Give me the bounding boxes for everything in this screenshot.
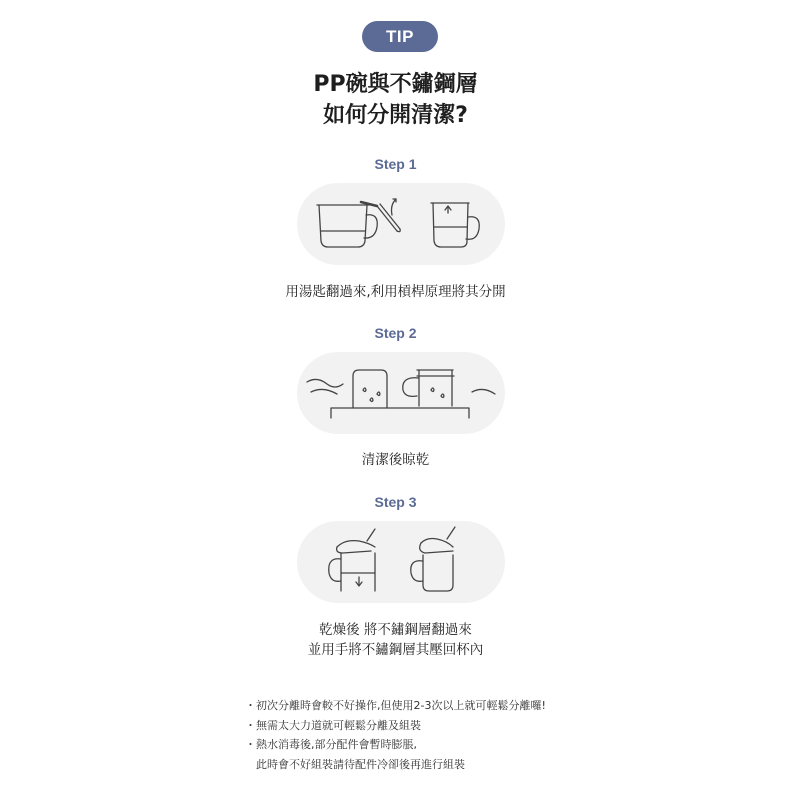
step2-caption: 清潔後晾乾 xyxy=(361,452,430,468)
step3-caption-line1: 乾燥後 將不鏽鋼層翻過來 xyxy=(319,622,472,638)
wind-icon xyxy=(307,379,495,394)
note-item: ・無需太大力道就可輕鬆分離及組裝 xyxy=(245,718,421,732)
steel-cup-drying-icon xyxy=(403,370,454,406)
step1-illustration xyxy=(297,183,505,265)
step2-illustration xyxy=(297,352,505,434)
cup-with-spoon-icon xyxy=(317,199,400,247)
assembled-cup-icon xyxy=(411,527,455,591)
page-title-line1: PP碗與不鏽鋼層 xyxy=(313,72,478,97)
note-item: ・熱水消毒後,部分配件會暫時膨脹, xyxy=(245,738,417,751)
drying-rack-icon xyxy=(331,408,469,418)
note-item: ・初次分離時會較不好操作,但使用2-3次以上就可輕鬆分離囉! xyxy=(245,699,546,712)
press-cup-icon xyxy=(329,529,375,591)
step1-label: Step 1 xyxy=(374,156,417,172)
bowl-drying-icon xyxy=(353,370,387,408)
cup-separated-icon xyxy=(431,203,479,247)
step3-caption-line2: 並用手將不鏽鋼層其壓回杯內 xyxy=(307,642,484,658)
step2-label: Step 2 xyxy=(374,325,417,341)
step1-caption: 用湯匙翻過來,利用槓桿原理將其分開 xyxy=(285,284,506,300)
step3-illustration xyxy=(297,521,505,603)
page-title-line2: 如何分開清潔? xyxy=(323,103,468,128)
note-item: 此時會不好組裝請待配件冷卻後再進行組裝 xyxy=(245,757,465,771)
tip-label: TIP xyxy=(386,26,414,46)
notes-list xyxy=(245,696,765,774)
tip-badge xyxy=(362,21,438,52)
step3-label: Step 3 xyxy=(374,494,417,510)
